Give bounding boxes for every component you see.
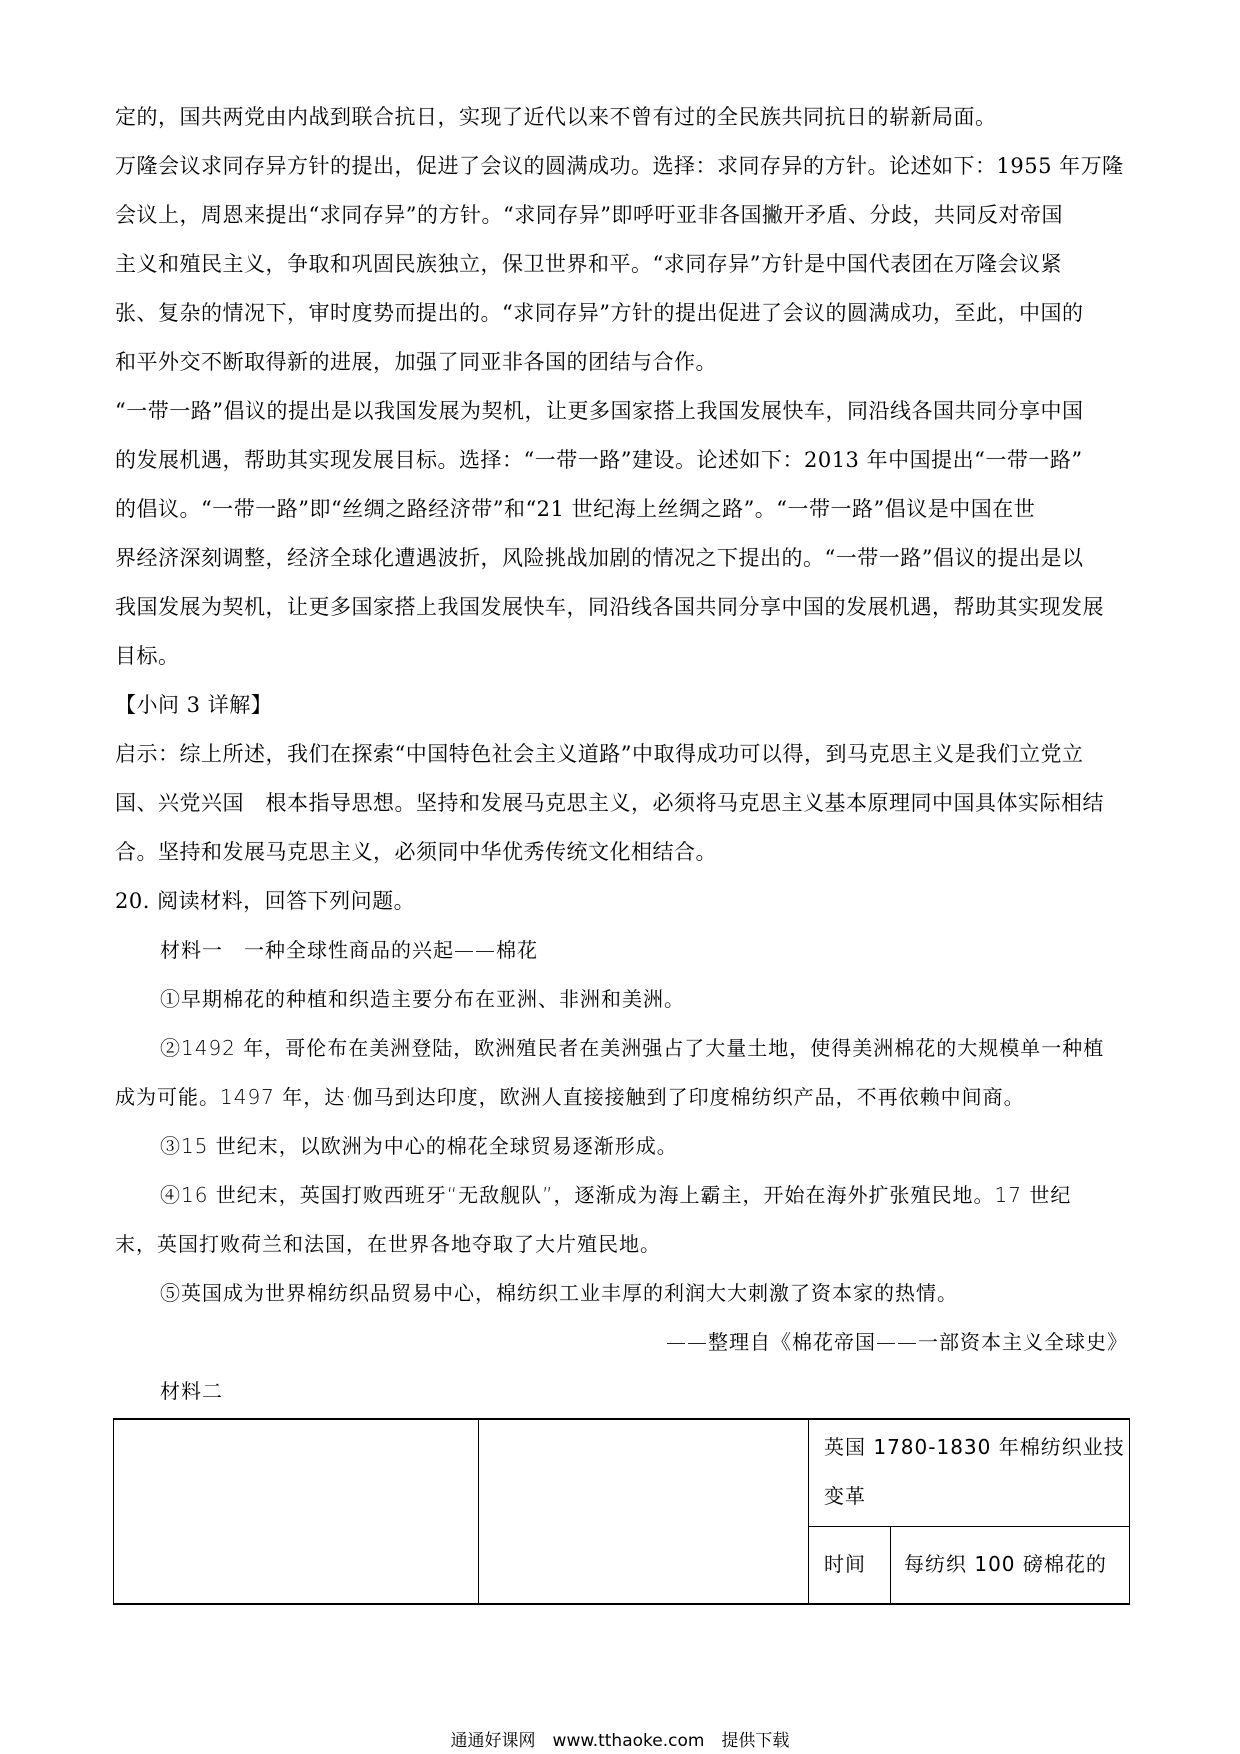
paragraph-line: 的发展机遇，帮助其实现发展目标。选择：“一带一路”建设。论述如下：2013 年中国提出“一带一路”: [115, 448, 1083, 472]
section-heading: 【小问 3 详解】: [115, 693, 273, 717]
paragraph-line: 万隆会议求同存异方针的提出，促进了会议的圆满成功。选择：求同存异的方针。论述如下：1955 年万隆: [115, 154, 1124, 178]
material-item: ①早期棉花的种植和织造主要分布在亚洲、非洲和美洲。: [160, 987, 685, 1011]
paragraph-line: 主义和殖民主义，争取和巩固民族独立，保卫世界和平。“求同存异”方针是中国代表团在万隆会议紧: [115, 252, 1062, 276]
table-divider: [478, 1420, 479, 1603]
question-title: 20. 阅读材料，回答下列问题。: [115, 889, 416, 913]
table-header-time: 时间: [824, 1552, 866, 1576]
table-divider: [808, 1420, 809, 1603]
material-item: ②1492 年，哥伦布在美洲登陆，欧洲殖民者在美洲强占了大量土地，使得美洲棉花的大规模单一种植: [160, 1036, 1105, 1060]
paragraph-line: 界经济深刻调整，经济全球化遭遇波折，风险挑战加剧的情况之下提出的。“一带一路”倡议的提出是以: [115, 546, 1084, 570]
paragraph-line: 启示：综上所述，我们在探索“中国特色社会主义道路”中取得成功可以得，到马克思主义是我们立党立: [115, 742, 1084, 766]
material-item: 末，英国打败荷兰和法国，在世界各地夺取了大片殖民地。: [115, 1232, 661, 1256]
table-title: 变革: [824, 1484, 866, 1508]
material-two-title: 材料二: [160, 1379, 223, 1403]
paragraph-line: 目标。: [115, 644, 180, 668]
material-source: ——整理自《棉花帝国——一部资本主义全球史》: [666, 1330, 1128, 1354]
material-item: ④16 世纪末，英国打败西班牙“无敌舰队”，逐渐成为海上霸主，开始在海外扩张殖民地。17 世纪: [160, 1183, 1072, 1207]
table-header-cost: 每纺织 100 磅棉花的: [904, 1552, 1107, 1576]
table-divider: [890, 1526, 891, 1603]
table-title: 英国 1780-1830 年棉纺织业技: [824, 1435, 1125, 1459]
paragraph-line: 张、复杂的情况下，审时度势而提出的。“求同存异”方针的提出促进了会议的圆满成功，至此，中国的: [115, 301, 1084, 325]
page-footer: 通通好课网 www.tthaoke.com 提供下载: [450, 1731, 790, 1751]
material-item: ③15 世纪末，以欧洲为中心的棉花全球贸易逐渐形成。: [160, 1134, 678, 1158]
paragraph-line: 和平外交不断取得新的进展，加强了同亚非各国的团结与合作。: [115, 350, 717, 374]
paragraph-line: 合。坚持和发展马克思主义，必须同中华优秀传统文化相结合。: [115, 840, 717, 864]
paragraph-line: 的倡议。“一带一路”即“丝绸之路经济带”和“21 世纪海上丝绸之路”。“一带一路”倡议是中国在世: [115, 497, 1036, 521]
material-item: 成为可能。1497 年，达·伽马到达印度，欧洲人直接接触到了印度棉纺织产品，不再依赖中间商。: [115, 1085, 1025, 1109]
material-item: ⑤英国成为世界棉纺织品贸易中心，棉纺织工业丰厚的利润大大刺激了资本家的热情。: [160, 1281, 958, 1305]
material-two-table: [113, 1418, 1130, 1605]
paragraph-line: 会议上，周恩来提出“求同存异”的方针。“求同存异”即呼吁亚非各国撇开矛盾、分歧，共同反对帝国: [115, 203, 1063, 227]
paragraph-line: “一带一路”倡议的提出是以我国发展为契机，让更多国家搭上我国发展快车，同沿线各国共同分享中国: [115, 399, 1084, 423]
paragraph-line: 我国发展为契机，让更多国家搭上我国发展快车，同沿线各国共同分享中国的发展机遇，帮助其实现发展: [115, 595, 1104, 619]
table-divider: [808, 1526, 1129, 1527]
paragraph-line: 国、兴党兴国 根本指导思想。坚持和发展马克思主义，必须将马克思主义基本原理同中国具体实际相结: [115, 791, 1104, 815]
paragraph-line: 定的，国共两党由内战到联合抗日，实现了近代以来不曾有过的全民族共同抗日的崭新局面。: [115, 105, 997, 129]
material-one-title: 材料一 一种全球性商品的兴起——棉花: [160, 938, 538, 962]
